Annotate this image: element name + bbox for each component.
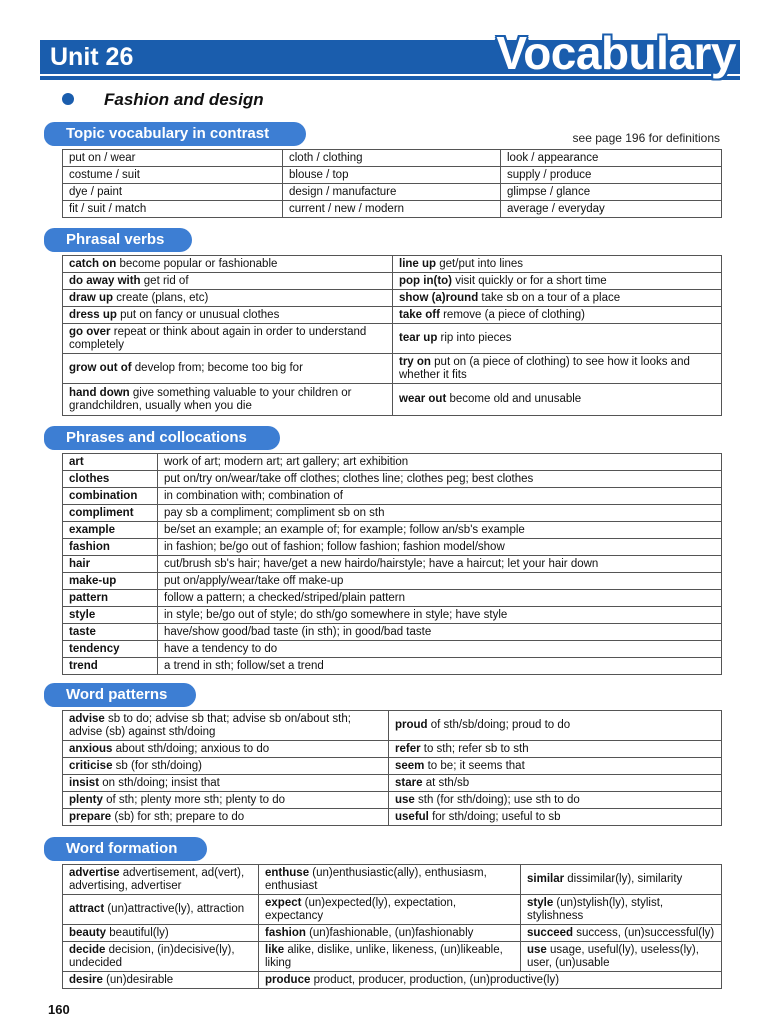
table-row bbox=[63, 741, 722, 758]
phrase-text: have a tendency to do bbox=[158, 641, 722, 658]
table-row bbox=[63, 711, 722, 741]
entry-term: attract bbox=[69, 903, 105, 915]
word-pattern-entry bbox=[63, 775, 389, 792]
entry-term: grow out of bbox=[69, 362, 132, 374]
entry-definition: advertisement, ad(vert), advertising, advertiser bbox=[69, 866, 245, 892]
word-formation-entry bbox=[521, 895, 722, 925]
entry-definition: put on fancy or unusual clothes bbox=[116, 308, 280, 321]
page-number: 160 bbox=[48, 1002, 70, 1017]
entry-term: prepare bbox=[69, 810, 112, 823]
entry-definition: about sth/doing; anxious to do bbox=[112, 742, 270, 755]
word-formation-entry bbox=[63, 865, 259, 895]
vocab-cell: average / everyday bbox=[501, 201, 722, 218]
phrase-text: follow a pattern; a checked/striped/plain pattern bbox=[158, 590, 722, 607]
table-row bbox=[63, 505, 722, 522]
phrase-word: art bbox=[63, 454, 158, 471]
table-row bbox=[63, 641, 722, 658]
table-row bbox=[63, 454, 722, 471]
table-row bbox=[63, 324, 722, 354]
vocab-cell: supply / produce bbox=[501, 167, 722, 184]
entry-definition: at sth/sb bbox=[422, 776, 470, 789]
word-formation-entry bbox=[259, 865, 521, 895]
phrase-text: in combination with; combination of bbox=[158, 488, 722, 505]
entry-definition: visit quickly or for a short time bbox=[452, 274, 607, 287]
bullet-icon bbox=[62, 93, 74, 105]
vocab-cell: glimpse / glance bbox=[501, 184, 722, 201]
entry-definition: repeat or think about again in order to understand completely bbox=[69, 325, 367, 351]
table-row bbox=[63, 307, 722, 324]
phrase-text: in fashion; be/go out of fashion; follow fashion; fashion model/show bbox=[158, 539, 722, 556]
phrase-word: taste bbox=[63, 624, 158, 641]
word-formation-entry bbox=[259, 942, 521, 972]
entry-definition: become popular or fashionable bbox=[116, 257, 278, 270]
entry-definition: success, (un)successful(ly) bbox=[573, 926, 715, 939]
topic-vocab-table bbox=[62, 149, 722, 218]
table-row bbox=[63, 201, 722, 218]
entry-term: plenty bbox=[69, 793, 103, 806]
phrase-text: have/show good/bad taste (in sth); in good/bad taste bbox=[158, 624, 722, 641]
unit-label: Unit 26 bbox=[50, 43, 134, 71]
vocab-cell: costume / suit bbox=[63, 167, 283, 184]
table-row bbox=[63, 607, 722, 624]
entry-term: try on bbox=[399, 355, 431, 368]
table-row bbox=[63, 865, 722, 895]
entry-term: like bbox=[265, 943, 285, 956]
phrase-text: a trend in sth; follow/set a trend bbox=[158, 658, 722, 675]
entry-definition: beautiful(ly) bbox=[106, 926, 169, 939]
table-row bbox=[63, 758, 722, 775]
table-row bbox=[63, 809, 722, 826]
phrasal-verb-entry bbox=[393, 354, 722, 384]
entry-definition: remove (a piece of clothing) bbox=[439, 308, 586, 321]
see-page-note: see page 196 for definitions bbox=[572, 131, 720, 145]
entry-term: enthuse bbox=[265, 866, 310, 879]
word-patterns-table bbox=[62, 710, 722, 826]
table-row bbox=[63, 624, 722, 641]
phrase-text: cut/brush sb's hair; have/get a new hairdo/hairstyle; have a haircut; let your hair down bbox=[158, 556, 722, 573]
word-formation-table bbox=[62, 864, 722, 989]
entry-definition: sb to do; advise sb that; advise sb on/about sth; advise (sb) against sth/doing bbox=[69, 712, 351, 738]
phrasal-verb-entry bbox=[393, 290, 722, 307]
phrase-word: pattern bbox=[63, 590, 158, 607]
table-row bbox=[63, 658, 722, 675]
table-row bbox=[63, 273, 722, 290]
entry-definition: to sth; refer sb to sth bbox=[420, 742, 529, 755]
entry-definition: get rid of bbox=[140, 274, 189, 287]
word-formation-entry bbox=[259, 895, 521, 925]
entry-definition: develop from; become too big for bbox=[131, 362, 303, 374]
entry-definition: rip into pieces bbox=[437, 332, 512, 344]
entry-definition: sb (for sth/doing) bbox=[112, 759, 202, 772]
entry-term: advise bbox=[69, 712, 105, 725]
table-row bbox=[63, 895, 722, 925]
word-pattern-entry bbox=[63, 792, 389, 809]
entry-term: hand down bbox=[69, 386, 130, 399]
word-pattern-entry bbox=[63, 741, 389, 758]
table-row bbox=[63, 184, 722, 201]
phrase-word: style bbox=[63, 607, 158, 624]
word-pattern-entry bbox=[389, 792, 722, 809]
word-formation-entry bbox=[259, 972, 722, 989]
table-row bbox=[63, 942, 722, 972]
section-header-phrases: Phrases and collocations bbox=[44, 426, 280, 450]
phrase-word: make-up bbox=[63, 573, 158, 590]
entry-definition: for sth/doing; useful to sb bbox=[428, 810, 561, 823]
entry-term: refer bbox=[395, 742, 421, 755]
table-row bbox=[63, 522, 722, 539]
phrasal-verb-entry bbox=[393, 384, 722, 416]
vocab-cell: design / manufacture bbox=[283, 184, 501, 201]
vocab-cell: fit / suit / match bbox=[63, 201, 283, 218]
section-header-phrasal-verbs: Phrasal verbs bbox=[44, 228, 192, 252]
section-header-topic-vocab: Topic vocabulary in contrast bbox=[44, 122, 306, 146]
topic-title: Fashion and design bbox=[104, 90, 264, 109]
table-row bbox=[63, 573, 722, 590]
entry-definition: (sb) for sth; prepare to do bbox=[111, 810, 245, 823]
phrasal-verb-entry bbox=[63, 384, 393, 416]
vocab-cell: look / appearance bbox=[501, 150, 722, 167]
table-row bbox=[63, 354, 722, 384]
entry-definition: (un)fashionable, (un)fashionably bbox=[305, 926, 474, 939]
entry-definition: put on (a piece of clothing) to see how it looks and whether it fits bbox=[399, 355, 690, 381]
entry-definition: get/put into lines bbox=[436, 257, 524, 270]
table-row bbox=[63, 471, 722, 488]
word-pattern-entry bbox=[389, 711, 722, 741]
entry-definition: dissimilar(ly), similarity bbox=[564, 873, 683, 885]
entry-term: show (a)round bbox=[399, 291, 479, 304]
word-pattern-entry bbox=[389, 809, 722, 826]
entry-term: wear out bbox=[399, 393, 447, 405]
entry-definition: give something valuable to your children or grandchildren, usually when you die bbox=[69, 386, 352, 412]
entry-definition: (un)attractive(ly), attraction bbox=[104, 903, 245, 915]
entry-definition: product, producer, production, (un)productive(ly) bbox=[310, 973, 560, 986]
entry-term: expect bbox=[265, 896, 302, 909]
entry-term: fashion bbox=[265, 926, 306, 939]
table-row bbox=[63, 290, 722, 307]
entry-definition: usage, useful(ly), useless(ly), user, (un)usable bbox=[527, 943, 699, 969]
table-row bbox=[63, 384, 722, 416]
phrasal-verb-entry bbox=[63, 307, 393, 324]
entry-definition: of sth/sb/doing; proud to do bbox=[427, 719, 571, 731]
entry-definition: take sb on a tour of a place bbox=[478, 291, 621, 304]
table-row bbox=[63, 488, 722, 505]
entry-definition: decision, (in)decisive(ly), undecided bbox=[69, 943, 235, 969]
phrasal-verb-entry bbox=[63, 256, 393, 273]
word-formation-entry bbox=[521, 865, 722, 895]
entry-term: use bbox=[395, 793, 415, 806]
table-row bbox=[63, 972, 722, 989]
entry-term: insist bbox=[69, 776, 100, 789]
phrasal-verb-entry bbox=[393, 256, 722, 273]
phrase-text: pay sb a compliment; compliment sb on sth bbox=[158, 505, 722, 522]
entry-definition: (un)stylish(ly), stylist, stylishness bbox=[527, 896, 664, 922]
word-pattern-entry bbox=[389, 775, 722, 792]
entry-term: go over bbox=[69, 325, 111, 338]
entry-term: criticise bbox=[69, 759, 113, 772]
entry-term: stare bbox=[395, 776, 423, 789]
entry-term: dress up bbox=[69, 308, 117, 321]
table-row bbox=[63, 556, 722, 573]
entry-definition: (un)enthusiastic(ally), enthusiasm, enthusiast bbox=[265, 866, 487, 892]
entry-term: line up bbox=[399, 257, 437, 270]
phrasal-verb-entry bbox=[63, 324, 393, 354]
phrase-text: be/set an example; an example of; for example; follow an/sb's example bbox=[158, 522, 722, 539]
vocab-cell: dye / paint bbox=[63, 184, 283, 201]
entry-definition: of sth; plenty more sth; plenty to do bbox=[102, 793, 286, 806]
entry-term: seem bbox=[395, 759, 425, 772]
phrase-text: work of art; modern art; art gallery; art exhibition bbox=[158, 454, 722, 471]
word-pattern-entry bbox=[389, 741, 722, 758]
phrasal-verb-entry bbox=[393, 273, 722, 290]
phrasal-verb-entry bbox=[63, 290, 393, 307]
phrase-word: combination bbox=[63, 488, 158, 505]
entry-definition: on sth/doing; insist that bbox=[99, 776, 220, 789]
entry-definition: (un)expected(ly), expectation, expectancy bbox=[265, 896, 457, 922]
entry-definition: become old and unusable bbox=[446, 393, 582, 405]
entry-definition: (un)desirable bbox=[102, 973, 174, 986]
word-pattern-entry bbox=[389, 758, 722, 775]
word-formation-entry bbox=[259, 925, 521, 942]
phrase-word: trend bbox=[63, 658, 158, 675]
entry-term: advertise bbox=[69, 866, 120, 879]
table-row bbox=[63, 256, 722, 273]
entry-definition: alike, dislike, unlike, likeness, (un)likeable, liking bbox=[265, 943, 503, 969]
word-pattern-entry bbox=[63, 711, 389, 741]
word-formation-entry bbox=[521, 942, 722, 972]
table-row bbox=[63, 167, 722, 184]
table-row bbox=[63, 775, 722, 792]
word-pattern-entry bbox=[63, 809, 389, 826]
table-row bbox=[63, 539, 722, 556]
vocab-cell: put on / wear bbox=[63, 150, 283, 167]
word-formation-entry bbox=[63, 895, 259, 925]
table-row bbox=[63, 925, 722, 942]
entry-term: anxious bbox=[69, 742, 113, 755]
phrasal-verb-entry bbox=[63, 354, 393, 384]
entry-term: useful bbox=[395, 810, 429, 823]
entry-term: tear up bbox=[399, 332, 438, 344]
entry-term: produce bbox=[265, 973, 311, 986]
entry-term: draw up bbox=[69, 291, 114, 304]
entry-term: use bbox=[527, 943, 547, 956]
phrase-text: in style; be/go out of style; do sth/go somewhere in style; have style bbox=[158, 607, 722, 624]
table-row bbox=[63, 792, 722, 809]
entry-term: proud bbox=[395, 719, 428, 731]
entry-definition: create (plans, etc) bbox=[113, 291, 209, 304]
section-header-word-patterns: Word patterns bbox=[44, 683, 196, 707]
phrases-table bbox=[62, 453, 722, 675]
phrase-word: fashion bbox=[63, 539, 158, 556]
phrase-word: hair bbox=[63, 556, 158, 573]
word-formation-entry bbox=[63, 942, 259, 972]
phrase-word: example bbox=[63, 522, 158, 539]
word-formation-entry bbox=[63, 925, 259, 942]
entry-term: succeed bbox=[527, 926, 574, 939]
phrasal-verb-entry bbox=[393, 324, 722, 354]
vocabulary-title: Vocabulary bbox=[496, 27, 736, 79]
vocab-cell: cloth / clothing bbox=[283, 150, 501, 167]
phrase-text: put on/apply/wear/take off make-up bbox=[158, 573, 722, 590]
entry-term: take off bbox=[399, 308, 440, 321]
phrase-word: compliment bbox=[63, 505, 158, 522]
entry-term: beauty bbox=[69, 926, 107, 939]
word-pattern-entry bbox=[63, 758, 389, 775]
section-header-word-formation: Word formation bbox=[44, 837, 207, 861]
entry-definition: to be; it seems that bbox=[424, 759, 525, 772]
table-row bbox=[63, 150, 722, 167]
entry-term: pop in(to) bbox=[399, 274, 453, 287]
phrasal-verb-entry bbox=[63, 273, 393, 290]
word-formation-entry bbox=[63, 972, 259, 989]
phrasal-verbs-table bbox=[62, 255, 722, 416]
entry-term: do away with bbox=[69, 274, 141, 287]
vocab-cell: current / new / modern bbox=[283, 201, 501, 218]
word-formation-entry bbox=[521, 925, 722, 942]
entry-term: similar bbox=[527, 873, 565, 885]
vocab-cell: blouse / top bbox=[283, 167, 501, 184]
table-row bbox=[63, 590, 722, 607]
entry-term: catch on bbox=[69, 257, 117, 270]
phrase-word: tendency bbox=[63, 641, 158, 658]
phrase-text: put on/try on/wear/take off clothes; clothes line; clothes peg; best clothes bbox=[158, 471, 722, 488]
entry-term: decide bbox=[69, 943, 106, 956]
entry-definition: sth (for sth/doing); use sth to do bbox=[414, 793, 580, 806]
entry-term: desire bbox=[69, 973, 103, 986]
entry-term: style bbox=[527, 896, 554, 909]
phrasal-verb-entry bbox=[393, 307, 722, 324]
phrase-word: clothes bbox=[63, 471, 158, 488]
